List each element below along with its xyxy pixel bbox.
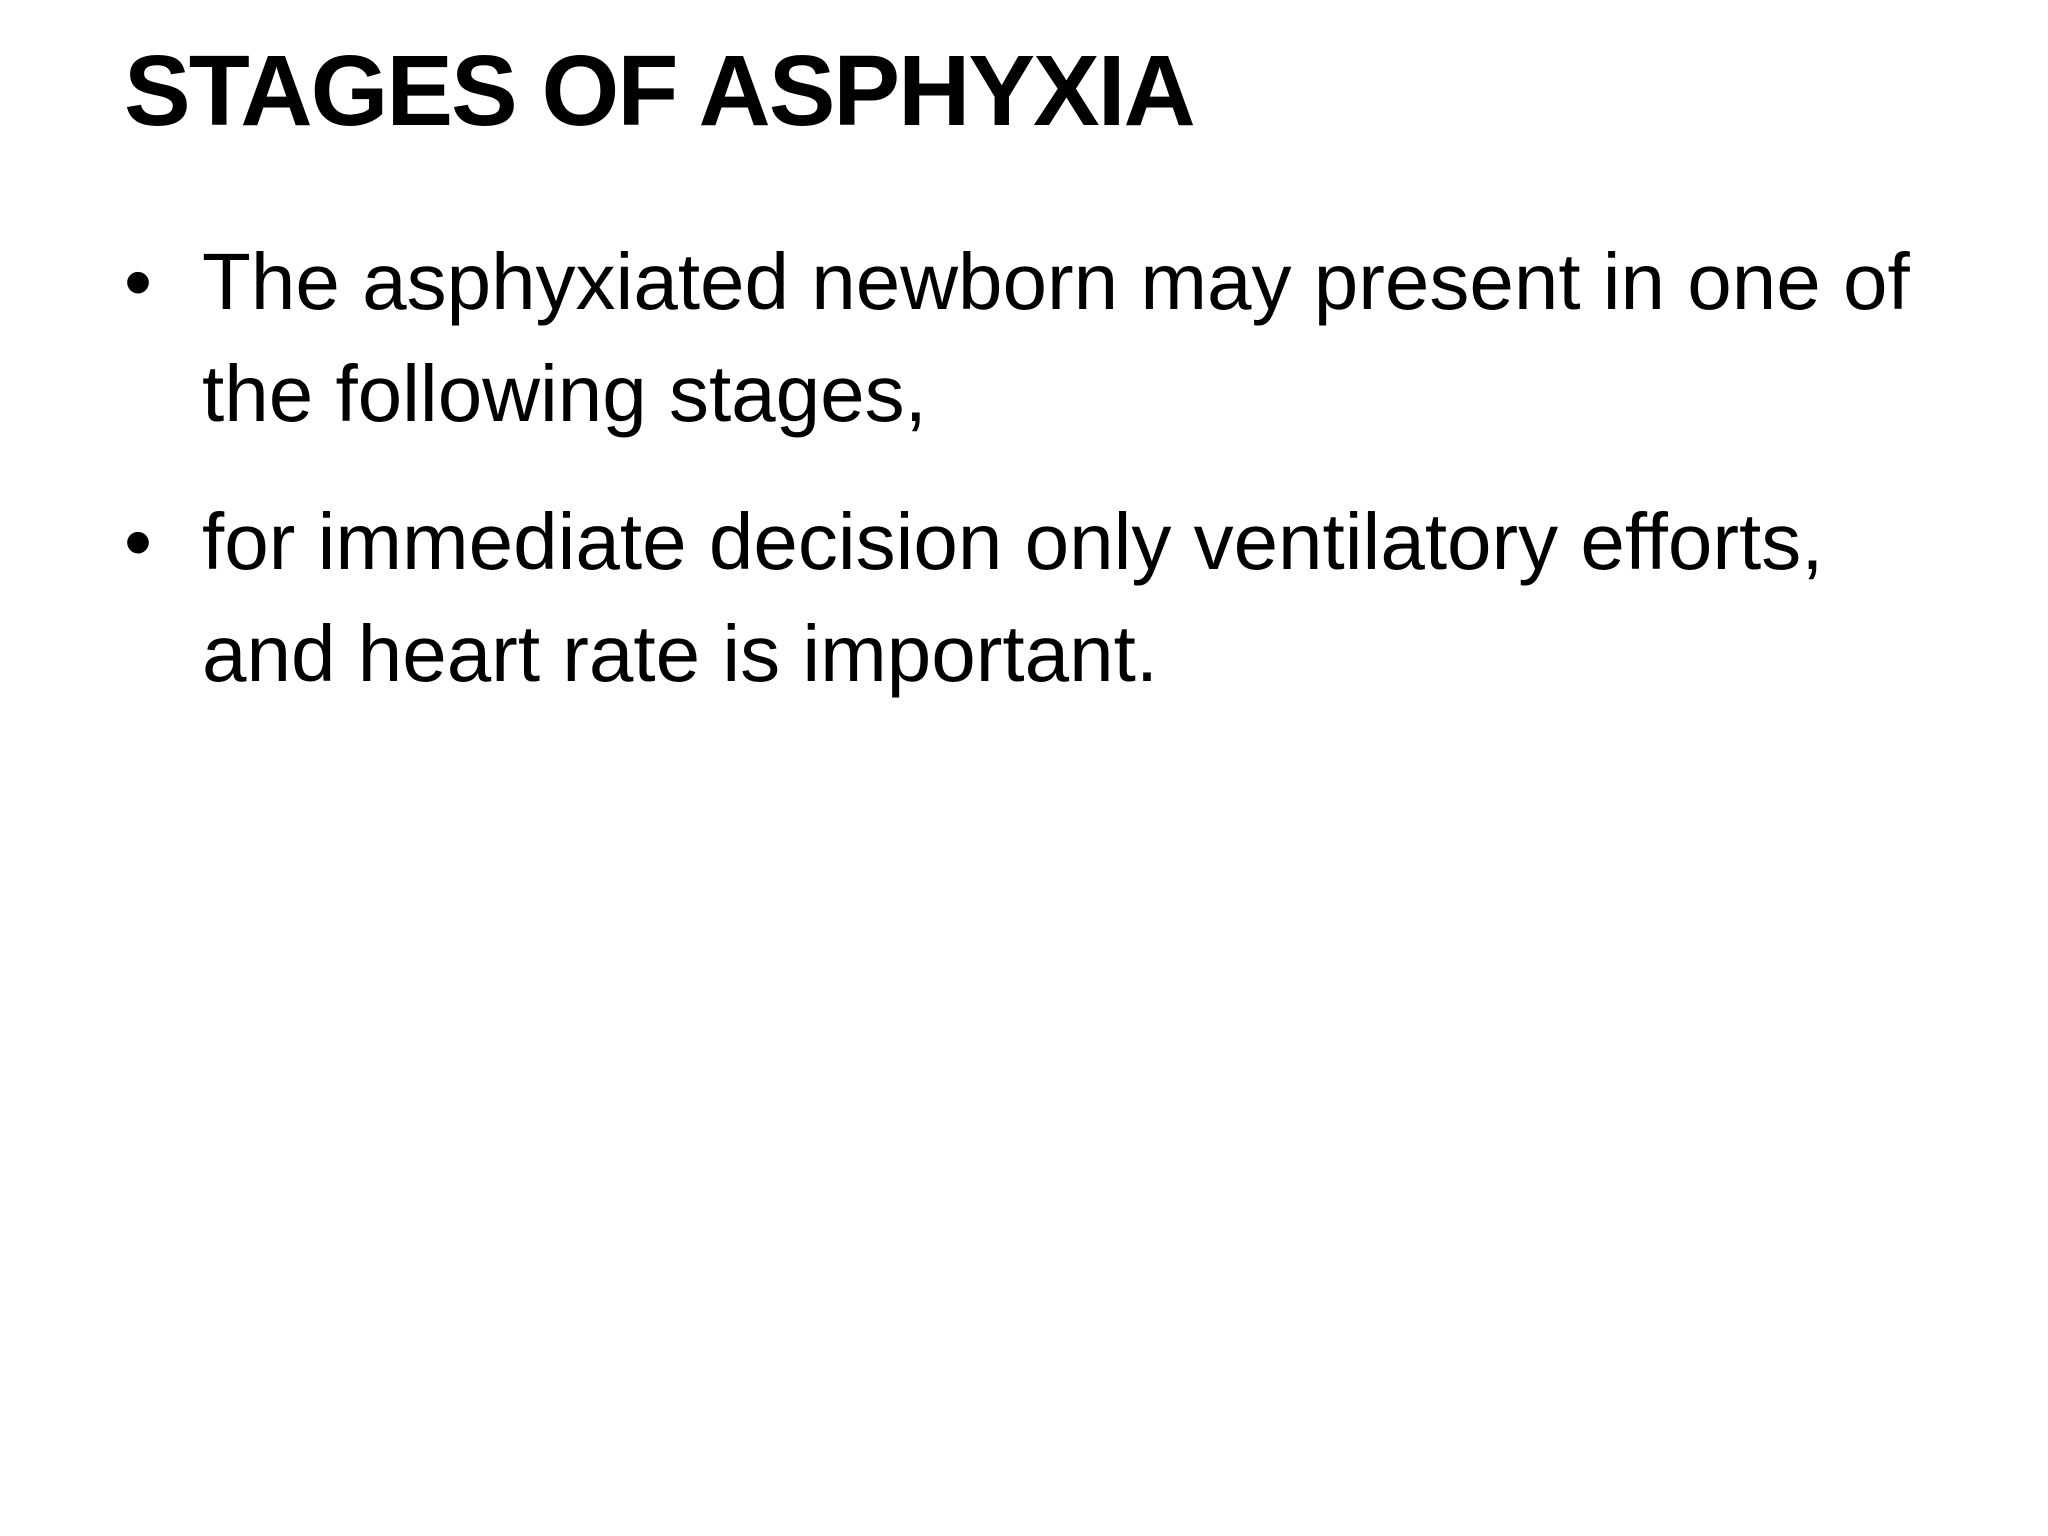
bullet-text: The asphyxiated newborn may present in one of the following stages, xyxy=(202,237,1910,438)
bullet-text: for immediate decision only ventilatory efforts, and heart rate is important. xyxy=(202,497,1824,698)
bullet-icon: • xyxy=(124,497,153,586)
bullet-list xyxy=(124,226,1924,746)
bullet-icon: • xyxy=(124,237,153,326)
slide-title: STAGES OF ASPHYXIA xyxy=(124,35,1194,147)
bullet-item xyxy=(124,226,1924,450)
bullet-item xyxy=(124,486,1924,710)
